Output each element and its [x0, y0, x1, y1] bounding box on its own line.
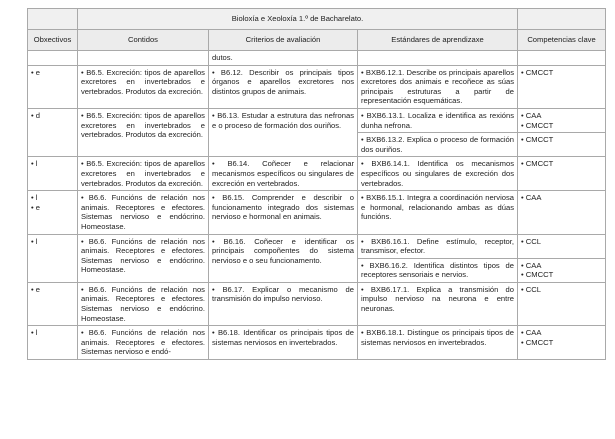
objective-item: • e — [31, 68, 74, 78]
contents-cell — [78, 282, 209, 325]
competence-item: • CMCCT — [521, 338, 602, 348]
header-competencias: Competencias clave — [518, 30, 606, 51]
competence-item: • CAA — [521, 328, 602, 338]
competences-cell — [518, 157, 606, 191]
continuation-empty — [28, 51, 78, 66]
competence-item: • CMCCT — [521, 270, 602, 280]
table-row — [28, 326, 606, 360]
header-criterios: Criterios de avaliación — [209, 30, 358, 51]
contents-cell — [78, 234, 209, 282]
objective-item: • e — [31, 203, 74, 213]
content-text: • B6.6. Funcións de relación nos animais. Receptores e efectores. Sistemas nervioso e endócrino. Homeostase. — [81, 285, 205, 323]
continuation-empty — [518, 51, 606, 66]
competence-item: • CCL — [521, 237, 602, 247]
table-row — [28, 191, 606, 234]
contents-cell — [78, 65, 209, 108]
criteria-cell — [209, 191, 358, 234]
content-text: • B6.5. Excreción: tipos de aparellos excretores en invertebrados e vertebrados. Produtos da excreción. — [81, 159, 205, 188]
contents-cell — [78, 326, 209, 360]
empty-corner-cell — [28, 9, 78, 30]
criteria-text: • B6.15. Comprender e describir o funcionamento integrado dos sistemas nervioso e hormonal en animais. — [212, 193, 354, 222]
competences-cell — [518, 258, 606, 282]
content-text: • B6.6. Funcións de relación nos animais. Receptores e efectores. Sistemas nervioso e endócrino. Homeostase. — [81, 193, 205, 231]
standard-text: • BXB6.15.1. Integra a coordinación nerviosa e hormonal, relacionando ambas as dúas funcións. — [361, 193, 514, 222]
header-contidos: Contidos — [78, 30, 209, 51]
competences-cell — [518, 65, 606, 108]
competence-item: • CAA — [521, 111, 602, 121]
standard-text: • BXB6.13.2. Explica o proceso de formación dos ouriños. — [361, 135, 514, 154]
table-title: Bioloxía e Xeoloxía 1.º de Bacharelato. — [78, 9, 518, 30]
continuation-row — [28, 51, 606, 66]
competence-item: • CMCCT — [521, 135, 602, 145]
standard-text: • BXB6.16.2. Identifica distintos tipos de receptores sensoriais e nervios. — [361, 261, 514, 280]
standard-text: • BXB6.17.1. Explica a transmisión do impulso nervioso na neurona e entre neuronas. — [361, 285, 514, 314]
criteria-text: • B6.18. Identificar os principais tipos de sistemas nerviosos en invertebrados. — [212, 328, 354, 347]
standard-cell — [358, 108, 518, 132]
title-row — [28, 9, 606, 30]
criteria-text: • B6.14. Coñecer e relacionar mecanismos específicos ou singulares de excreción en vertebrados. — [212, 159, 354, 188]
competence-item: • CAA — [521, 261, 602, 271]
contents-cell — [78, 157, 209, 191]
criteria-cell — [209, 65, 358, 108]
competences-cell — [518, 133, 606, 157]
criteria-cell — [209, 108, 358, 156]
objectives-cell — [28, 108, 78, 156]
objective-item: • l — [31, 159, 74, 169]
table-row — [28, 157, 606, 191]
standard-cell — [358, 157, 518, 191]
criteria-text: • B6.16. Coñecer e identificar os principais compoñentes do sistema nervioso e o seu funcionamento. — [212, 237, 354, 266]
standard-cell — [358, 65, 518, 108]
header-obxectivos: Obxectivos — [28, 30, 78, 51]
objectives-cell — [28, 234, 78, 282]
standard-cell — [358, 191, 518, 234]
standard-text: • BXB6.12.1. Describe os principais aparellos excretores dos animais e recoñece as súas principais estruturas a partir de representación esquemáticas. — [361, 68, 514, 106]
standard-text: • BXB6.14.1. Identifica os mecanismos específicos ou singulares de excreción dos vertebrados. — [361, 159, 514, 188]
competence-item: • CMCCT — [521, 159, 602, 169]
continuation-text: dutos. — [209, 51, 358, 66]
standard-cell — [358, 282, 518, 325]
objective-item: • e — [31, 285, 74, 295]
competence-item: • CMCCT — [521, 68, 602, 78]
objectives-cell — [28, 157, 78, 191]
competences-cell — [518, 234, 606, 258]
objectives-cell — [28, 326, 78, 360]
objective-item: • l — [31, 237, 74, 247]
objective-item: • d — [31, 111, 74, 121]
table-row — [28, 282, 606, 325]
competence-item: • CMCCT — [521, 121, 602, 131]
objectives-cell — [28, 282, 78, 325]
competence-item: • CAA — [521, 193, 602, 203]
standard-cell — [358, 234, 518, 258]
table-row — [28, 65, 606, 108]
standard-text: • BXB6.16.1. Define estímulo, receptor, transmisor, efector. — [361, 237, 514, 256]
criteria-cell — [209, 157, 358, 191]
content-text: • B6.6. Funcións de relación nos animais. Receptores e efectores. Sistemas nervioso e endó- — [81, 328, 205, 357]
criteria-cell — [209, 234, 358, 282]
header-row — [28, 30, 606, 51]
empty-corner-cell — [518, 9, 606, 30]
competences-cell — [518, 326, 606, 360]
content-text: • B6.5. Excreción: tipos de aparellos excretores en invertebrados e vertebrados. Produtos da excreción. — [81, 68, 205, 97]
competences-cell — [518, 108, 606, 132]
table-body — [28, 9, 606, 360]
competences-cell — [518, 282, 606, 325]
standard-cell — [358, 258, 518, 282]
table-row — [28, 108, 606, 132]
criteria-text: • B6.17. Explicar o mecanismo de transmisión do impulso nervioso. — [212, 285, 354, 304]
curriculum-table — [27, 8, 606, 360]
objective-item: • l — [31, 328, 74, 338]
objective-item: • l — [31, 193, 74, 203]
continuation-empty — [358, 51, 518, 66]
standard-text: • BXB6.13.1. Localiza e identifica as rexións dunha nefrona. — [361, 111, 514, 130]
contents-cell — [78, 108, 209, 156]
criteria-cell — [209, 282, 358, 325]
competences-cell — [518, 191, 606, 234]
continuation-empty — [78, 51, 209, 66]
table-row — [28, 234, 606, 258]
criteria-text: • B6.12. Describir os principais tipos órganos e aparellos excretores nos distintos grupos de animais. — [212, 68, 354, 97]
objectives-cell — [28, 191, 78, 234]
contents-cell — [78, 191, 209, 234]
content-text: • B6.6. Funcións de relación nos animais. Receptores e efectores. Sistemas nervioso e endócrino. Homeostase. — [81, 237, 205, 275]
header-estandares: Estándares de aprendizaxe — [358, 30, 518, 51]
standard-cell — [358, 326, 518, 360]
objectives-cell — [28, 65, 78, 108]
competence-item: • CCL — [521, 285, 602, 295]
criteria-cell — [209, 326, 358, 360]
content-text: • B6.5. Excreción: tipos de aparellos excretores en invertebrados e vertebrados. Produtos da excreción. — [81, 111, 205, 140]
standard-text: • BXB6.18.1. Distingue os principais tipos de sistemas nerviosos en invertebrados. — [361, 328, 514, 347]
criteria-text: • B6.13. Estudar a estrutura das nefronas e o proceso de formación dos ouriños. — [212, 111, 354, 130]
standard-cell — [358, 133, 518, 157]
